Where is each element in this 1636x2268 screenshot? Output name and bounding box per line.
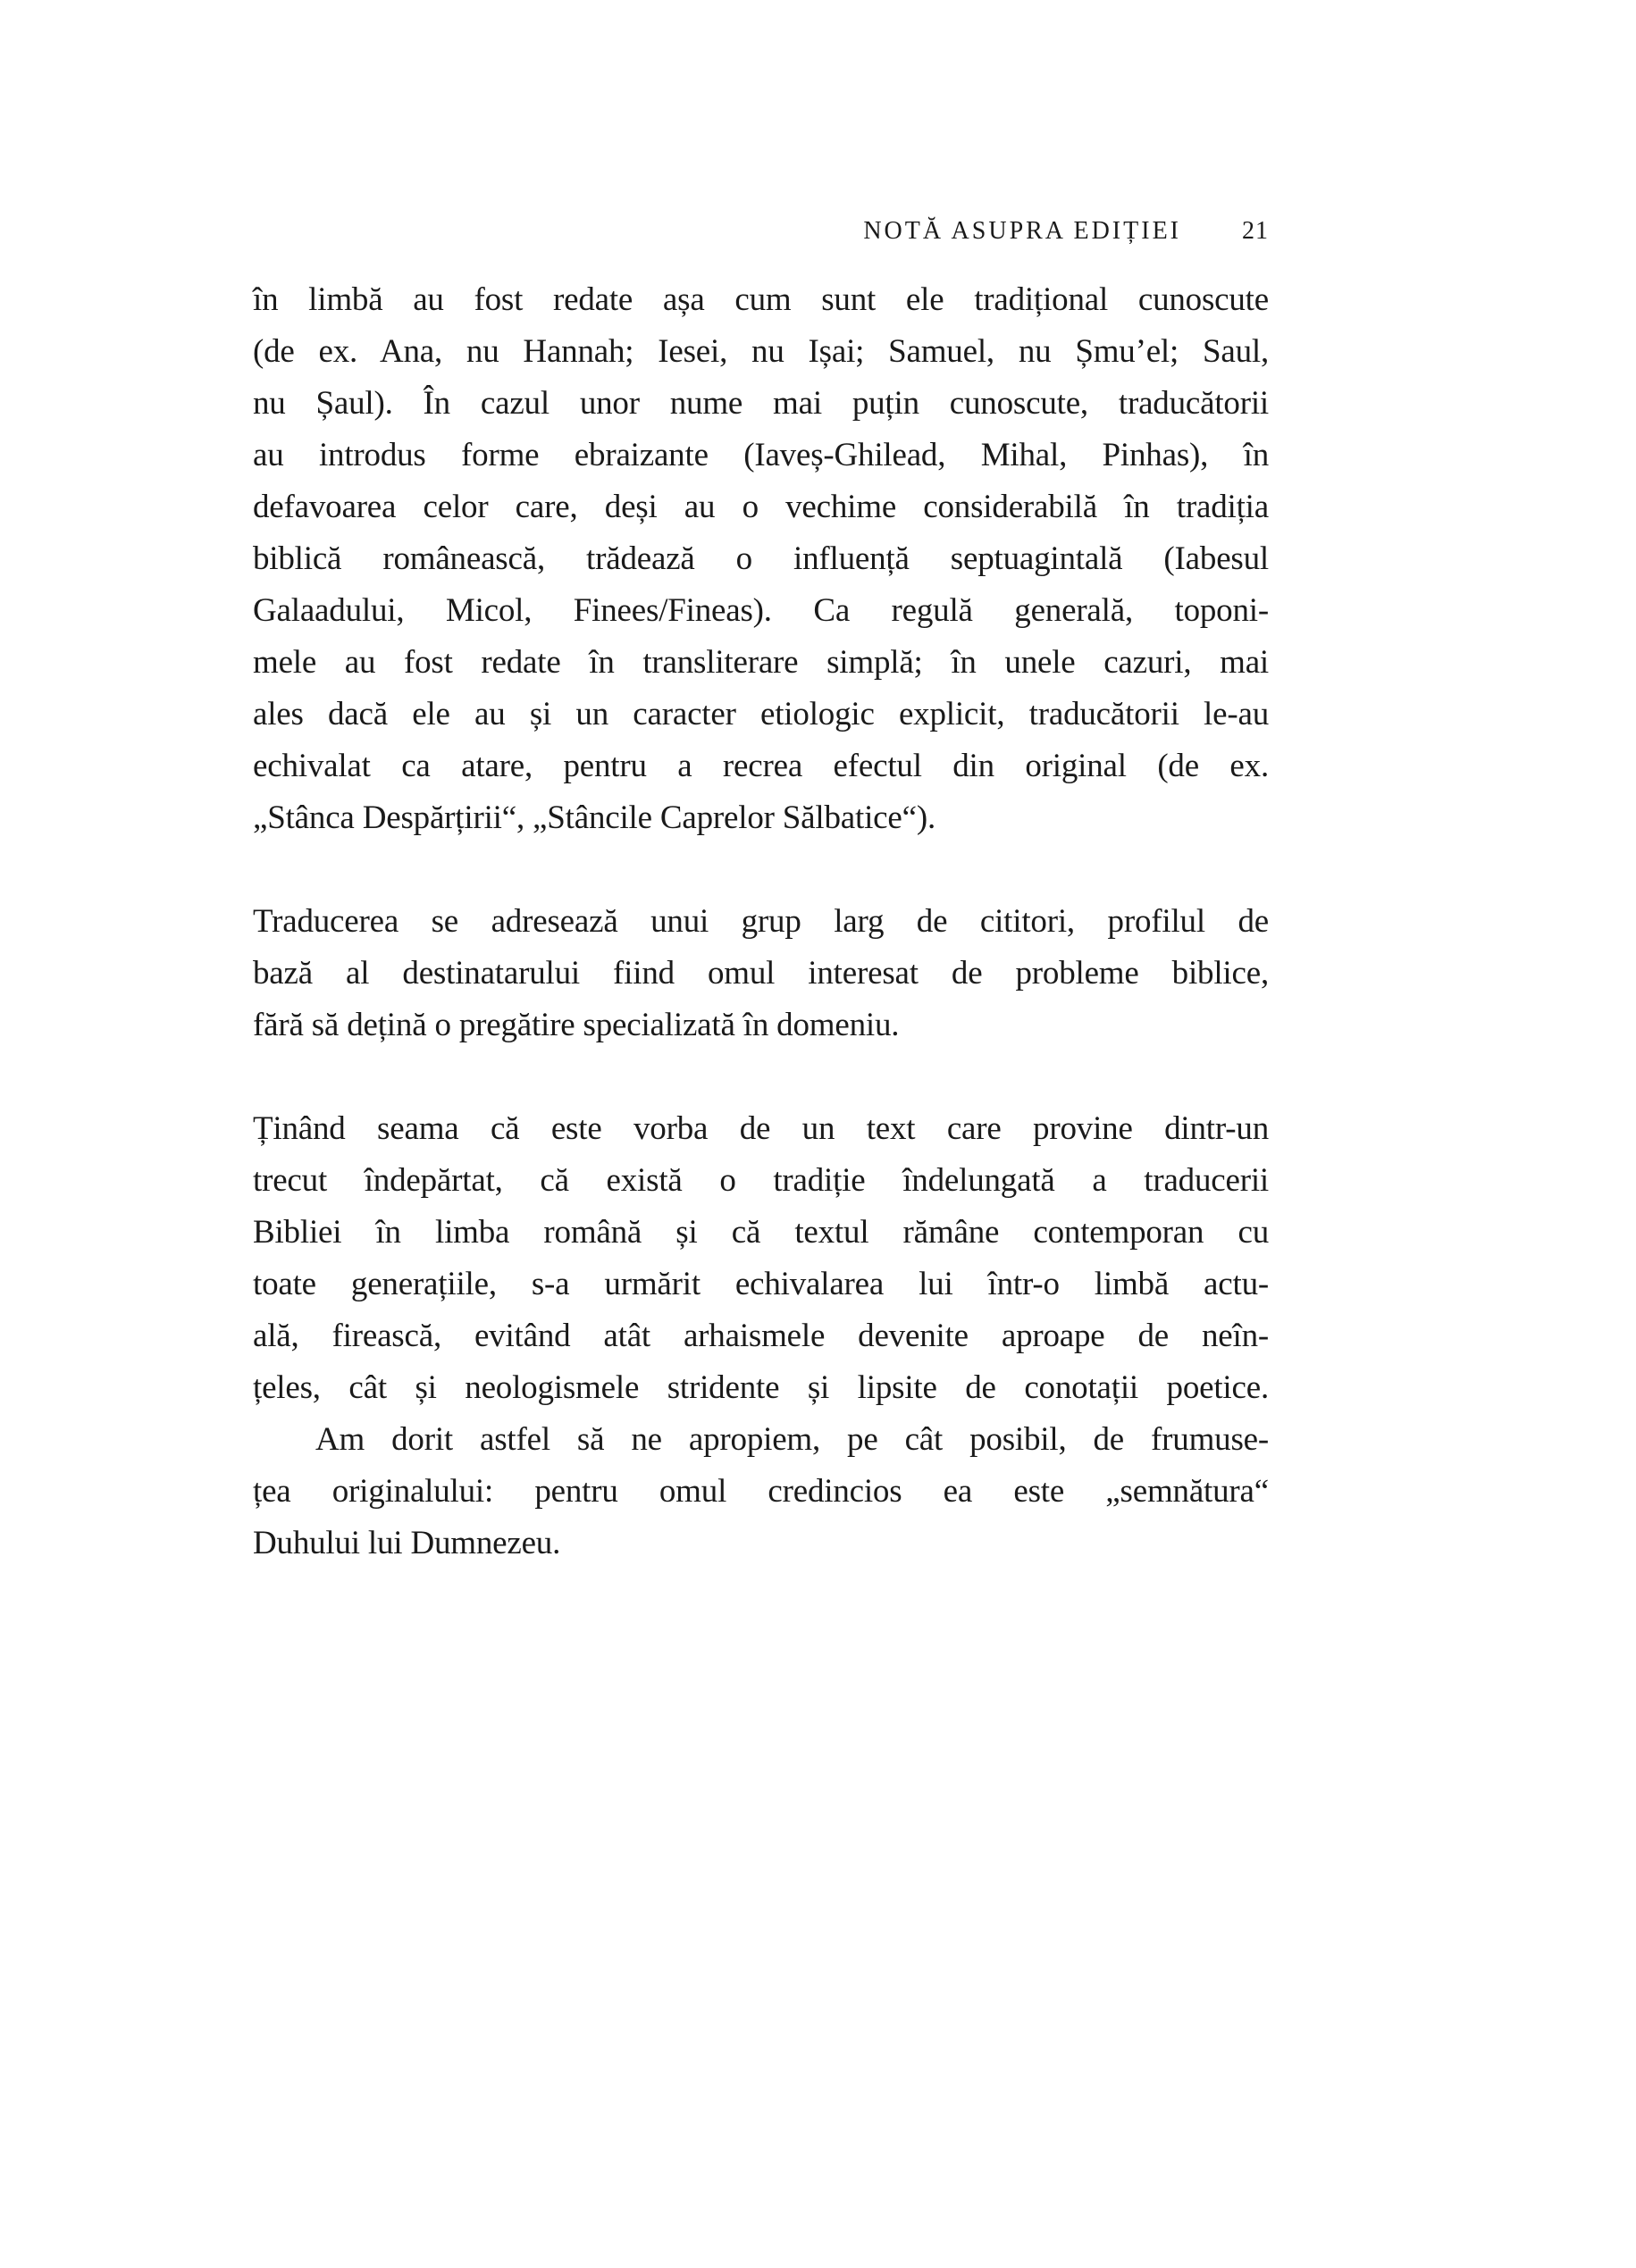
paragraph-1 — [253, 274, 1269, 844]
text-line: ales dacă ele au și un caracter etiologic explicit, traducătorii le-au — [253, 696, 1269, 732]
text-line: (de ex. Ana, nu Hannah; Iesei, nu Ișai; Samuel, nu Șmu’el; Saul, — [253, 333, 1269, 370]
text-line: în limbă au fost redate așa cum sunt ele tradițional cunoscute — [253, 281, 1269, 318]
text-line: mele au fost redate în transliterare simplă; în unele cazuri, mai — [253, 644, 1269, 681]
text-line: Duhului lui Dumnezeu. — [253, 1525, 561, 1561]
text-line: fără să dețină o pregătire specializată în domeniu. — [253, 1007, 900, 1043]
text-line: au introdus forme ebraizante (Iaveș-Ghilead, Mihal, Pinhas), în — [253, 437, 1269, 473]
text-line: țeles, cât și neologismele stridente și lipsite de conotații poetice. — [253, 1369, 1269, 1406]
text-line: bază al destinatarului fiind omul interesat de probleme biblice, — [253, 955, 1269, 992]
text-line: Traducerea se adresează unui grup larg de cititori, profilul de — [253, 903, 1269, 940]
paragraph-2 — [253, 896, 1269, 1051]
paragraph-4 — [253, 1414, 1269, 1569]
text-line: nu Șaul). În cazul unor nume mai puțin cunoscute, traducătorii — [253, 385, 1269, 422]
text-block — [253, 274, 1269, 1569]
running-header-title: NOTĂ ASUPRA EDIȚIEI — [863, 217, 1181, 245]
text-line: „Stânca Despărțirii“, „Stâncile Caprelor Sălbatice“). — [253, 799, 935, 836]
text-line: Ținând seama că este vorba de un text care provine dintr-un — [253, 1110, 1269, 1147]
running-header — [0, 217, 1269, 246]
text-line: Am dorit astfel să ne apropiem, pe cât posibil, de frumuse- — [315, 1421, 1269, 1458]
text-line: echivalat ca atare, pentru a recrea efectul din original (de ex. — [253, 748, 1269, 784]
page-number: 21 — [1242, 217, 1269, 245]
text-line: ală, firească, evitând atât arhaismele devenite aproape de neîn- — [253, 1318, 1269, 1354]
text-line: Bibliei în limba română și că textul rămâne contemporan cu — [253, 1214, 1269, 1251]
paragraph-3 — [253, 1103, 1269, 1414]
text-line: defavoarea celor care, deși au o vechime considerabilă în tradiția — [253, 489, 1269, 525]
text-line: trecut îndepărtat, că există o tradiție îndelungată a traducerii — [253, 1162, 1269, 1199]
text-line: biblică românească, trădează o influență septuagintală (Iabesul — [253, 540, 1269, 577]
text-line: toate generațiile, s-a urmărit echivalarea lui într-o limbă actu- — [253, 1266, 1269, 1302]
text-line: țea originalului: pentru omul credincios ea este „semnătura“ — [253, 1473, 1269, 1510]
text-line: Galaadului, Micol, Finees/Fineas). Ca regulă generală, toponi- — [253, 592, 1269, 629]
